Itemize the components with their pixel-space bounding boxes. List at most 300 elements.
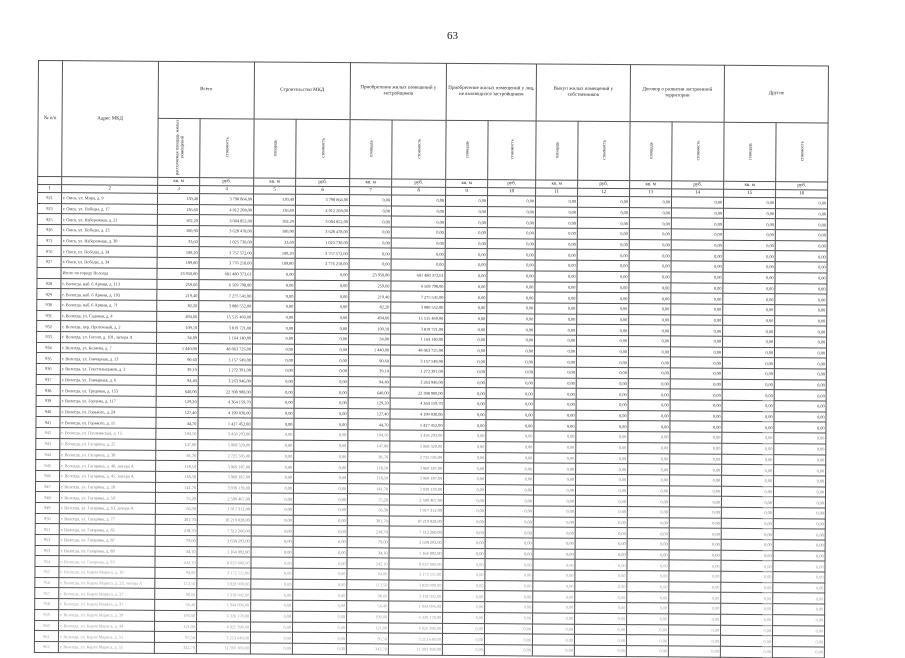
row-value: 0,00	[486, 409, 534, 420]
row-value: 1 164 092,00	[197, 546, 251, 557]
row-address: г. Вологда, ул. Гагарина, д. 38	[60, 449, 156, 460]
row-value: 0,00	[486, 367, 534, 378]
row-value: 75,20	[155, 493, 197, 504]
row-number: 931	[37, 310, 61, 321]
row-value: 0,00	[295, 280, 349, 291]
subheader-area: площадь	[724, 122, 776, 181]
row-value: 0,00	[293, 622, 347, 633]
row-value: 0,00	[485, 538, 533, 549]
row-value: 79,00	[347, 537, 389, 548]
row-value: 136,60	[157, 204, 199, 215]
row-value: 3 004 852,00	[199, 215, 253, 226]
row-number: 972	[37, 235, 61, 246]
row-address: г. Вологда, ул. Садовая, д. 4	[61, 310, 157, 321]
row-value: 0,00	[486, 388, 534, 399]
row-number: 946	[36, 470, 60, 481]
row-value: 0,00	[443, 548, 485, 559]
row-value: 0,00	[775, 315, 827, 326]
row-value: 0,00	[487, 270, 535, 281]
row-value: 0,00	[671, 229, 723, 240]
row-value: 0,00	[535, 271, 577, 282]
row-value: 0,00	[391, 259, 445, 270]
row-value: 0,00	[577, 228, 629, 239]
row-number: 954	[35, 556, 59, 567]
row-value: 0,00	[775, 251, 827, 262]
row-value: 0,00	[669, 528, 721, 539]
row-value: 0,00	[576, 410, 628, 421]
row-value: 0,00	[533, 559, 575, 570]
row-value: 0,00	[722, 464, 774, 475]
row-value: 33,60	[157, 236, 199, 247]
row-value: 0,00	[722, 390, 774, 401]
row-value: 0,00	[443, 559, 485, 570]
row-value: 4 025 398,00	[389, 622, 443, 633]
row-value: 0,00	[774, 411, 826, 422]
row-value: 0,00	[773, 561, 825, 572]
row-value: 0,00	[577, 292, 629, 303]
row-value: 0,00	[252, 354, 294, 365]
row-value: 0,00	[533, 613, 575, 624]
row-value: 0,00	[443, 612, 485, 623]
row-value: 3 263 946,00	[198, 375, 252, 386]
row-value: 109,10	[349, 323, 391, 334]
row-value: 0,00	[534, 410, 576, 421]
row-value: 0,00	[534, 399, 576, 410]
row-value: 7 275 541,00	[199, 290, 253, 301]
row-value: 0,00	[252, 461, 294, 472]
row-value: 0,00	[627, 496, 669, 507]
row-value: 0,00	[253, 290, 295, 301]
row-value: 0,00	[293, 558, 347, 569]
column-number-cell: 9	[446, 187, 488, 195]
row-value: 4 025 398,00	[197, 621, 251, 632]
row-value: 0,00	[575, 624, 627, 635]
row-value: 0,00	[294, 472, 348, 483]
row-value: 0,00	[629, 250, 671, 261]
row-value: 0,00	[443, 580, 485, 591]
subheader-area: площадь	[350, 120, 392, 179]
row-value: 0,00	[774, 443, 826, 454]
row-value: 0,00	[576, 378, 628, 389]
subheader-cost: стоимость	[488, 121, 536, 180]
row-value: 0,00	[487, 292, 535, 303]
row-value: 681 480 373,61	[199, 268, 253, 279]
row-value: 0,00	[535, 281, 577, 292]
row-value: 0,00	[444, 356, 486, 367]
row-value: 259,60	[157, 279, 199, 290]
row-value: 5 068 320,00	[198, 439, 252, 450]
row-value: 0,00	[723, 293, 775, 304]
row-value: 0,00	[444, 388, 486, 399]
row-value: 1 440,00	[348, 344, 390, 355]
row-value: 0,00	[484, 645, 532, 656]
row-value: 0,00	[295, 312, 349, 323]
row-value: 0,00	[723, 261, 775, 272]
row-value: 0,00	[577, 325, 629, 336]
row-value: 0,00	[251, 579, 293, 590]
row-value: 130,40	[254, 194, 296, 205]
resettlement-table	[34, 60, 829, 658]
row-value: 0,00	[773, 604, 825, 615]
row-value: 0,00	[486, 463, 534, 474]
row-value: 34,10	[347, 547, 389, 558]
row-value: 0,00	[670, 464, 722, 475]
row-value: 48 063 725,00	[390, 345, 444, 356]
row-address: г. Вологда, пер. Проточный, д. 2	[61, 321, 157, 332]
row-value: 0,00	[443, 623, 485, 634]
subheader-area-total: расселяемая площадь жилых помещений	[158, 118, 200, 177]
row-value: 90,60	[348, 355, 390, 366]
row-value: 0,00	[485, 580, 533, 591]
row-value: 0,00	[671, 325, 723, 336]
row-value: 0,00	[629, 271, 671, 282]
row-value: 0,00	[532, 645, 574, 656]
row-value: 0,00	[251, 536, 293, 547]
row-number: 927	[37, 257, 61, 268]
row-value: 301,70	[347, 515, 389, 526]
row-value: 0,00	[253, 269, 295, 280]
row-value: 44,70	[348, 419, 390, 430]
row-value: 0,00	[629, 229, 671, 240]
row-value: 2 509 467,00	[389, 494, 443, 505]
row-value: 0,00	[773, 625, 825, 636]
row-number: 959	[35, 609, 59, 620]
row-value: 0,00	[670, 411, 722, 422]
row-value: 0,00	[774, 486, 826, 497]
row-value: 23 950,80	[157, 268, 199, 279]
row-value: 0,00	[773, 593, 825, 604]
unit-cell: руб.	[672, 181, 724, 189]
row-value: 0,00	[773, 518, 825, 529]
row-address: г. Вологда, ул. Гагарина, д. 77	[59, 513, 155, 524]
row-value: 3 080 552,00	[199, 301, 253, 312]
row-value: 0,00	[577, 271, 629, 282]
row-value: 0,00	[773, 550, 825, 561]
row-value: 0,00	[721, 614, 773, 625]
row-value: 0,00	[670, 432, 722, 443]
row-value: 127,40	[156, 407, 198, 418]
row-value: 0,00	[443, 505, 485, 516]
column-number-cell: 14	[672, 189, 724, 197]
row-value: 15 515 469,00	[391, 313, 445, 324]
subheader-area: площадь	[446, 120, 488, 179]
row-value: 3 318 042,00	[389, 590, 443, 601]
row-value: 109,20	[253, 247, 295, 258]
row-value: 0,00	[444, 463, 486, 474]
row-value: 0,00	[775, 305, 827, 316]
row-value: 0,00	[576, 442, 628, 453]
row-value: 3 969 187,00	[390, 473, 444, 484]
row-value: 0,00	[670, 485, 722, 496]
row-value: 0,00	[252, 386, 294, 397]
unit-cell: кв. м	[630, 181, 672, 189]
row-value: 0,00	[445, 259, 487, 270]
row-number: 933	[37, 331, 61, 342]
row-address: г. Вологда, ул. Беляева, д. 7	[60, 342, 156, 353]
row-value: 0,00	[775, 208, 827, 219]
row-value: 0,00	[576, 474, 628, 485]
row-value: 0,00	[669, 592, 721, 603]
row-value: 0,00	[445, 292, 487, 303]
row-address: г. Вологда, ул. Карла Маркса, д. 23, литера А	[59, 577, 155, 588]
row-value: 1 025 730,00	[199, 236, 253, 247]
row-value: 0,00	[723, 240, 775, 251]
row-value: 0,00	[486, 377, 534, 388]
row-value: 0,00	[628, 378, 670, 389]
row-value: 0,00	[445, 334, 487, 345]
row-value: 0,00	[533, 506, 575, 517]
row-value: 3 798 864,00	[296, 194, 350, 205]
row-value: 0,00	[535, 239, 577, 250]
row-value: 34,00	[157, 332, 199, 343]
row-value: 0,00	[722, 400, 774, 411]
row-address: г. Вологда, ул. Горького, д. 11	[60, 417, 156, 428]
row-value: 44,70	[156, 418, 198, 429]
row-value: 0,00	[293, 611, 347, 622]
row-value: 3 213 648,00	[388, 633, 442, 644]
row-value: 104,50	[156, 428, 198, 439]
row-value: 0,00	[444, 366, 486, 377]
row-value: 121,00	[347, 622, 389, 633]
row-value: 0,00	[533, 602, 575, 613]
row-value: 4 012 208,00	[199, 204, 253, 215]
row-value: 4 364 159,70	[198, 397, 252, 408]
row-value: 0,00	[772, 647, 824, 658]
row-value: 0,00	[444, 441, 486, 452]
row-value: 0,00	[774, 369, 826, 380]
row-value: 0,00	[487, 217, 535, 228]
row-value: 0,00	[535, 292, 577, 303]
row-value: 6 569 798,00	[391, 280, 445, 291]
row-value: 0,00	[577, 207, 629, 218]
row-address: г. Вологда, ул. Карла Маркса, д. 10	[59, 567, 155, 578]
row-value: 3 263 946,00	[390, 377, 444, 388]
row-number: 923	[37, 203, 61, 214]
row-value: 34,10	[155, 546, 197, 557]
row-value: 0,00	[577, 218, 629, 229]
row-value: 0,00	[535, 260, 577, 271]
row-value: 0,00	[443, 569, 485, 580]
column-number-cell: 3	[158, 185, 200, 193]
row-value: 0,00	[487, 249, 535, 260]
row-value: 0,00	[293, 600, 347, 611]
header-development-agreement: Договор о развитии застроенной территории	[630, 65, 724, 123]
subheader-cost: стоимость	[578, 121, 630, 180]
row-value: 136,60	[253, 205, 295, 216]
column-number-cell: 6	[296, 186, 350, 194]
row-value: 1 164 140,00	[199, 333, 253, 344]
subheader-area: площадь	[536, 121, 578, 180]
row-value: 4 199 030,00	[198, 407, 252, 418]
row-value: 0,00	[534, 442, 576, 453]
row-number: 926	[37, 225, 61, 236]
row-address: г. Вологда, ул. Гагарина, д. 63, литера А	[59, 503, 155, 514]
row-value: 0,00	[722, 443, 774, 454]
row-value: 0,00	[577, 335, 629, 346]
row-value: 0,00	[293, 483, 347, 494]
row-value: 3 969 187,00	[198, 461, 252, 472]
row-address: г. Вологда, ул. Гагарина, д. 18	[59, 481, 155, 492]
row-value: 0,00	[723, 315, 775, 326]
row-address: г. Омск, ул. Набережная, д. 21	[61, 214, 157, 225]
row-value: 2 725 505,00	[390, 451, 444, 462]
row-address: г. Вологда, наб. 6 Армии, д. 71	[61, 300, 157, 311]
row-number: 960	[35, 620, 59, 631]
row-value: 0,00	[574, 645, 626, 656]
row-value: 0,00	[534, 431, 576, 442]
row-value: 190,00	[155, 610, 197, 621]
row-value: 6 320 178,00	[197, 610, 251, 621]
row-value: 0,00	[533, 549, 575, 560]
row-value: 0,00	[293, 536, 347, 547]
row-value: 0,00	[251, 557, 293, 568]
row-value: 3 172 111,00	[197, 568, 251, 579]
row-value: 0,00	[294, 440, 348, 451]
row-value: 3 798 864,00	[199, 194, 253, 205]
row-value: 0,00	[629, 325, 671, 336]
row-value: 81,70	[156, 450, 198, 461]
row-value: 0,00	[628, 453, 670, 464]
row-value: 0,00	[293, 515, 347, 526]
row-value: 0,00	[576, 421, 628, 432]
row-value: 0,00	[575, 592, 627, 603]
row-value: 0,00	[536, 196, 578, 207]
unit-cell: руб.	[776, 182, 828, 190]
row-value: 342,70	[346, 644, 388, 655]
row-value: 0,00	[576, 389, 628, 400]
row-value: 23 950,80	[349, 269, 391, 280]
row-value: 342,70	[154, 642, 196, 653]
row-number: 932	[37, 321, 61, 332]
subheader-cost: стоимость	[392, 120, 446, 179]
unit-cell: кв. м	[158, 177, 200, 185]
row-value: 56,40	[155, 599, 197, 610]
row-value: 0,00	[485, 623, 533, 634]
row-value: 0,00	[252, 397, 294, 408]
row-value: 11 393 369,00	[388, 644, 442, 655]
row-value: 1 944 096,00	[389, 601, 443, 612]
row-value: 102,20	[253, 215, 295, 226]
row-value: 95,50	[154, 632, 196, 643]
row-address: г. Вологда, ул. Пушкинская, д. 15	[60, 428, 156, 439]
row-value: 3 939 139,00	[390, 484, 444, 495]
row-value: 0,00	[535, 314, 577, 325]
row-value: 141,70	[348, 483, 390, 494]
row-value: 0,00	[443, 537, 485, 548]
row-value: 0,00	[251, 504, 293, 515]
row-value: 0,00	[576, 399, 628, 410]
row-value: 0,00	[252, 365, 294, 376]
subheader-area: площадь	[630, 122, 672, 181]
row-value: 0,00	[251, 611, 293, 622]
row-value: 0,00	[628, 432, 670, 443]
row-value: 0,00	[721, 497, 773, 508]
row-value: 1 917 312,00	[389, 505, 443, 516]
row-value: 0,00	[773, 572, 825, 583]
row-value: 0,00	[444, 420, 486, 431]
row-value: 0,00	[720, 635, 772, 646]
row-value: 0,00	[575, 602, 627, 613]
row-value: 0,00	[626, 635, 668, 646]
row-value: 3 757 572,00	[199, 247, 253, 258]
row-value: 0,00	[445, 227, 487, 238]
unit-cell: кв. м	[536, 180, 578, 188]
row-value: 6 320 178,00	[389, 612, 443, 623]
unit-cell: руб.	[392, 179, 446, 187]
row-value: 0,00	[575, 549, 627, 560]
row-value: 0,00	[723, 326, 775, 337]
row-value: 0,00	[487, 206, 535, 217]
row-value: 2 725 505,00	[198, 450, 252, 461]
row-value: 0,00	[773, 497, 825, 508]
row-address: г. Омск, ул. Победы, д. 34	[61, 257, 157, 268]
row-value: 0,00	[446, 195, 488, 206]
row-address: г. Вологда, ул. Гагарина, д. 25	[60, 438, 156, 449]
row-value: 0,00	[293, 579, 347, 590]
row-value: 113,50	[347, 579, 389, 590]
row-value: 0,00	[722, 486, 774, 497]
column-number-cell: 5	[254, 186, 296, 194]
row-value: 218,70	[155, 525, 197, 536]
row-value: 94,40	[348, 376, 390, 387]
row-value: 0,00	[442, 644, 484, 655]
row-value: 0,00	[534, 346, 576, 357]
row-value: 0,00	[487, 228, 535, 239]
row-value: 0,00	[774, 379, 826, 390]
row-value: 33,60	[253, 237, 295, 248]
row-value: 11 393 369,00	[196, 642, 250, 653]
row-address: г. Вологда, ул. Гагарина, д. 59	[59, 492, 155, 503]
row-value: 56,30	[155, 503, 197, 514]
row-value: 0,00	[577, 314, 629, 325]
header-purchase-developers: Приобретение жилых помещений у застройщиков	[350, 63, 446, 121]
row-value: 0,00	[294, 429, 348, 440]
row-number: 955	[35, 567, 59, 578]
row-value: 0,00	[253, 301, 295, 312]
row-value: 129,20	[156, 396, 198, 407]
column-number-cell: 1	[38, 185, 62, 193]
row-value: 0,00	[486, 474, 534, 485]
row-address: г. Омск, ул. Набережная, д. 30	[61, 235, 157, 246]
row-value: 0,00	[293, 494, 347, 505]
row-value: 0,00	[776, 198, 828, 209]
row-value: 0,00	[252, 418, 294, 429]
row-value: 130,40	[157, 193, 199, 204]
row-value: 0,00	[628, 475, 670, 486]
row-value: 0,00	[575, 496, 627, 507]
row-value: 109,80	[157, 257, 199, 268]
row-value: 0,00	[294, 344, 348, 355]
row-value: 0,00	[670, 368, 722, 379]
row-value: 0,00	[774, 358, 826, 369]
row-value: 0,00	[534, 452, 576, 463]
row-value: 0,00	[722, 432, 774, 443]
header-total: Всего	[158, 61, 254, 119]
row-value: 79,00	[155, 535, 197, 546]
row-value: 0,00	[293, 568, 347, 579]
row-value: 0,00	[669, 614, 721, 625]
row-value: 0,00	[293, 547, 347, 558]
row-value: 0,00	[251, 547, 293, 558]
row-value: 0,00	[391, 227, 445, 238]
row-value: 0,00	[577, 282, 629, 293]
row-number: 958	[35, 599, 59, 610]
row-value: 0,00	[627, 581, 669, 592]
row-value: 0,00	[533, 581, 575, 592]
row-address: г. Вологда, ул. Карла Маркса, д. 27	[59, 588, 155, 599]
row-number: 940	[36, 406, 60, 417]
row-value: 0,00	[724, 197, 776, 208]
